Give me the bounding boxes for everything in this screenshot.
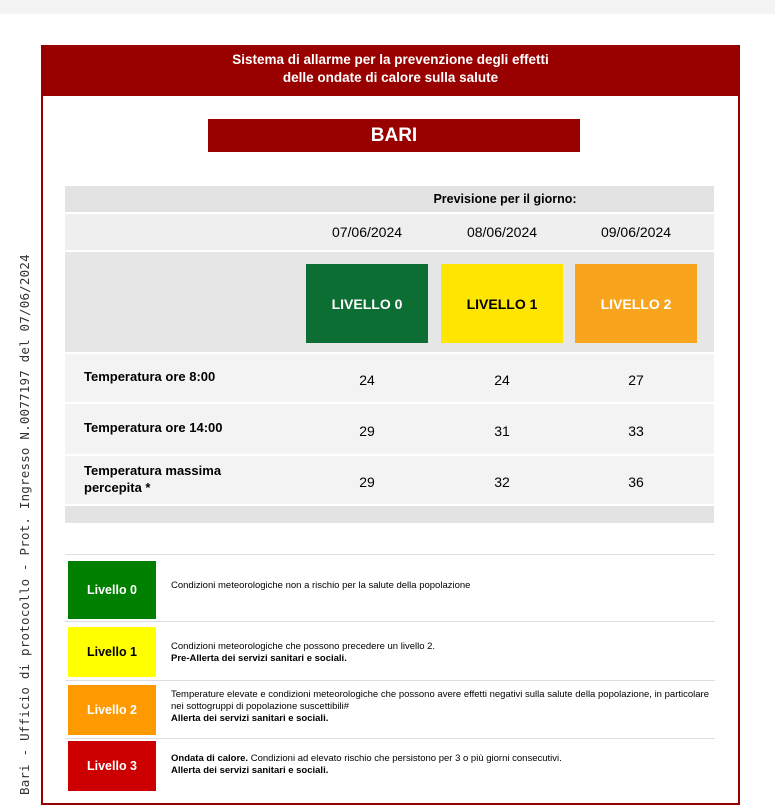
- forecast-label: Previsione per il giorno:: [433, 192, 577, 206]
- legend-level-3-text: [171, 753, 709, 777]
- forecast-level-2: LIVELLO 1: [441, 264, 563, 343]
- legend-level-2-box: Livello 2: [68, 685, 156, 735]
- legend-level-1-text: [171, 641, 709, 665]
- table-footer-bar: [65, 506, 714, 523]
- forecast-date-2: 08/06/2024: [466, 224, 538, 240]
- city-banner: BARI: [208, 119, 580, 152]
- temp-max-row: [65, 456, 714, 504]
- temp-14-row: [65, 404, 714, 454]
- temp-max-value-1: 29: [359, 474, 375, 490]
- legend-level-0-text: [171, 580, 709, 592]
- legend-level-3-desc: Condizioni ad elevato rischio che persistono per 3 o più giorni consecutivi.: [248, 753, 562, 764]
- header-title-line2: delle ondate di calore sulla salute: [282, 70, 499, 85]
- legend-level-1-alert: Pre-Allerta dei servizi sanitari e sociali.: [171, 653, 347, 664]
- legend-level-1-box: Livello 1: [68, 627, 156, 677]
- legend-level-3-alert: Allerta dei servizi sanitari e sociali.: [171, 765, 329, 776]
- temp-14-value-1: 29: [359, 423, 375, 439]
- temp-8-value-1: 24: [359, 372, 375, 388]
- protocol-stamp: Bari - Ufficio di protocollo - Prot. Ingresso N.0077197 del 07/06/2024: [17, 254, 32, 795]
- levels-row: [65, 252, 714, 352]
- top-strip: [0, 0, 775, 14]
- header-title-line1: Sistema di allarme per la prevenzione degli effetti: [232, 52, 549, 67]
- legend-level-3-lead: Ondata di calore.: [171, 753, 249, 764]
- temp-14-value-3: 33: [628, 423, 644, 439]
- legend-level-0-desc: Condizioni meteorologiche non a rischio per la salute della popolazione: [171, 580, 471, 591]
- legend-level-2-alert: Allerta dei servizi sanitari e sociali.: [171, 713, 329, 724]
- forecast-header-row: [65, 186, 714, 212]
- temp-max-label: [84, 462, 221, 496]
- temp-max-value-3: 36: [628, 474, 644, 490]
- legend-row-1: [65, 621, 715, 680]
- document-header: [41, 45, 740, 96]
- temp-14-label: Temperatura ore 14:00: [84, 420, 223, 435]
- dates-row: [65, 214, 714, 250]
- forecast-level-3: LIVELLO 2: [575, 264, 697, 343]
- temp-max-value-2: 32: [494, 474, 510, 490]
- legend-level-1-desc: Condizioni meteorologiche che possono precedere un livello 2.: [171, 641, 436, 652]
- temp-8-label: Temperatura ore 8:00: [84, 369, 216, 384]
- legend-level-0-box: Livello 0: [68, 561, 156, 619]
- legend-row-2: [65, 680, 715, 738]
- temp-max-label-line2: percepita *: [84, 480, 151, 495]
- temp-14-value-2: 31: [494, 423, 510, 439]
- legend-level-2-text: [171, 689, 709, 725]
- temp-max-label-line1: Temperatura massima: [84, 463, 222, 478]
- temp-8-value-2: 24: [494, 372, 510, 388]
- legend-row-0: [65, 554, 715, 621]
- temp-8-value-3: 27: [628, 372, 644, 388]
- legend-row-3: [65, 738, 715, 796]
- temp-8-row: [65, 354, 714, 402]
- forecast-level-1: LIVELLO 0: [306, 264, 428, 343]
- legend-level-3-box: Livello 3: [68, 741, 156, 791]
- legend-level-2-desc: Temperature elevate e condizioni meteorologiche che possono avere effetti negativi sulla salute della popolazione, in particolare nei sottogruppi di popolazione suscettibili#: [171, 689, 709, 712]
- forecast-date-3: 09/06/2024: [600, 224, 672, 240]
- forecast-date-1: 07/06/2024: [331, 224, 403, 240]
